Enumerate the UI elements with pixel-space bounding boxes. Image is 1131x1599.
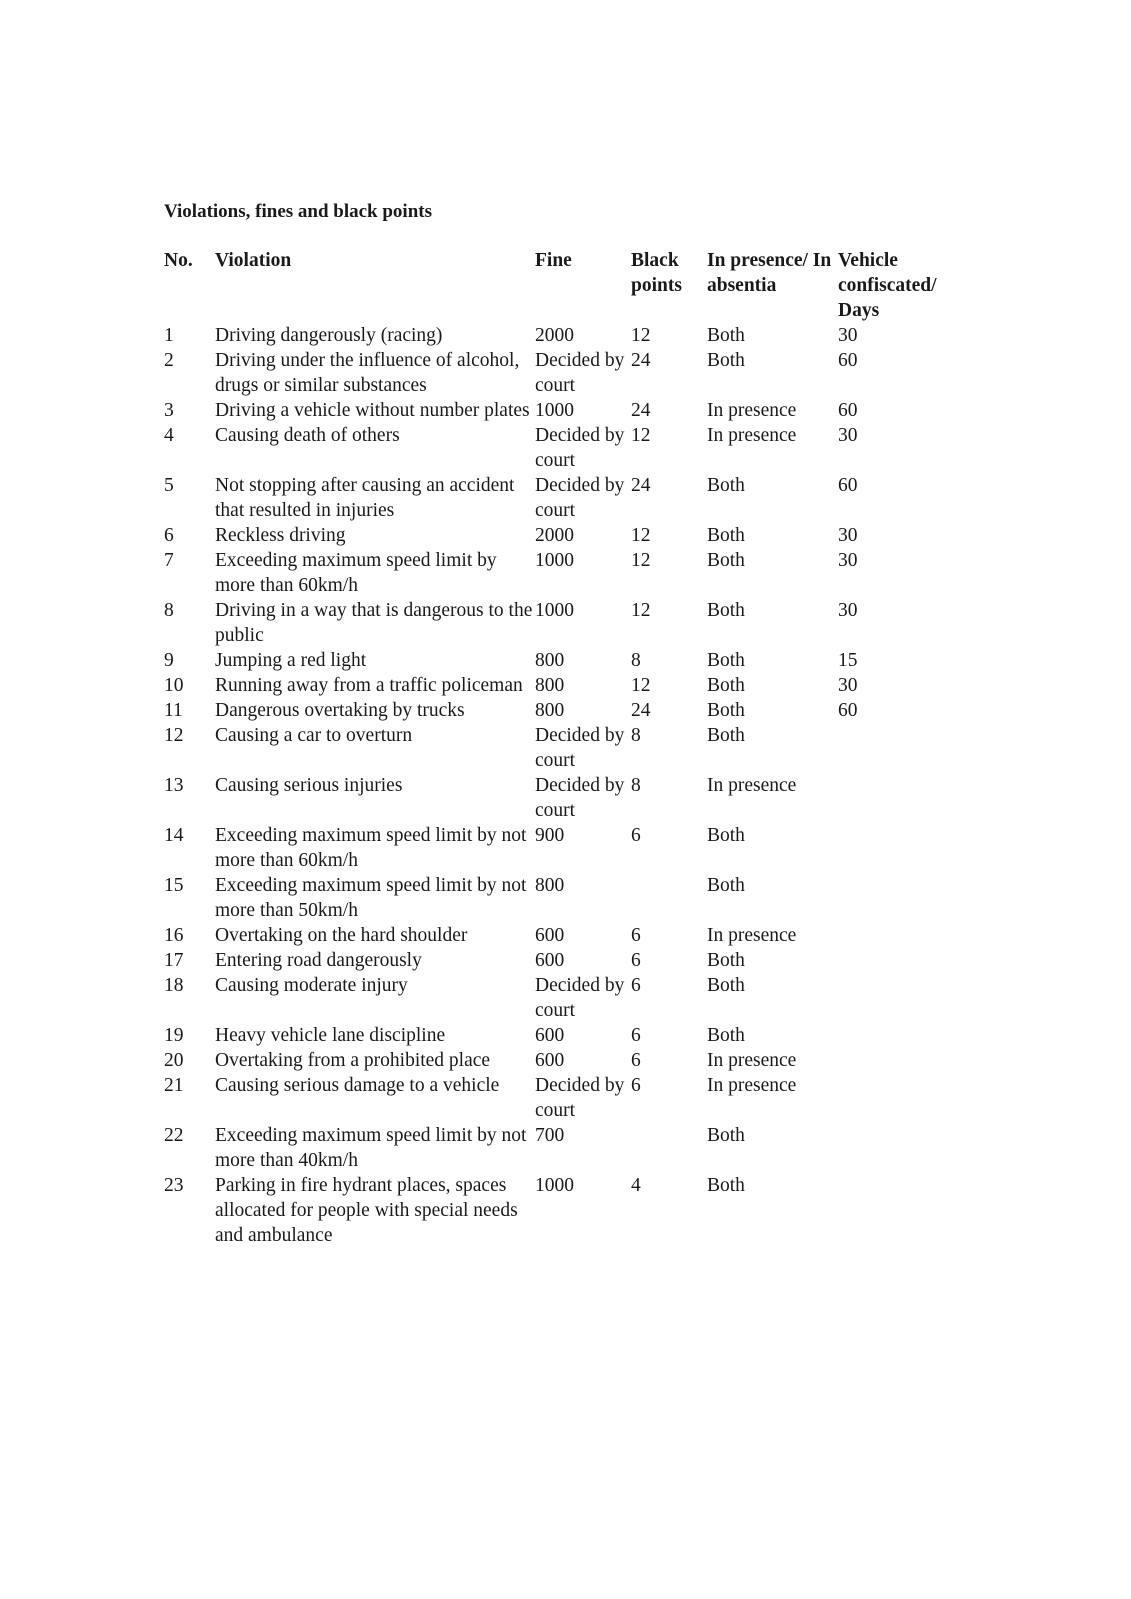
table-row: [164, 598, 958, 648]
cell-violation: Driving dangerously (racing): [215, 325, 443, 346]
table-row: [164, 523, 958, 548]
cell-no: 16: [164, 925, 184, 946]
cell-fine: Decided by court: [535, 775, 625, 821]
cell-confiscated-days: 30: [838, 550, 858, 571]
cell-fine: 800: [535, 650, 565, 671]
cell-fine: Decided by court: [535, 725, 625, 771]
cell-no: 12: [164, 725, 184, 746]
cell-confiscated-days: 30: [838, 425, 858, 446]
cell-violation: Driving a vehicle without number plates: [215, 400, 530, 421]
table-row: [164, 1073, 958, 1123]
cell-confiscated-days: [838, 1023, 958, 1048]
cell-no: 20: [164, 1050, 184, 1071]
cell-black-points: 8: [631, 725, 641, 746]
cell-fine: 600: [535, 925, 565, 946]
cell-presence: Both: [707, 875, 745, 896]
cell-confiscated-days: 30: [838, 675, 858, 696]
cell-no: 23: [164, 1175, 184, 1196]
cell-no: 17: [164, 950, 184, 971]
cell-no: 2: [164, 350, 174, 371]
cell-presence: Both: [707, 350, 745, 371]
table-row: [164, 873, 958, 923]
header-no: No.: [164, 250, 193, 271]
cell-confiscated-days: [838, 1123, 958, 1173]
cell-no: 22: [164, 1125, 184, 1146]
header-presence: In presence/ In absentia: [707, 250, 832, 296]
cell-no: 8: [164, 600, 174, 621]
cell-violation: Not stopping after causing an accident that resulted in injuries: [215, 475, 515, 521]
cell-fine: 1000: [535, 1175, 574, 1196]
table-row: [164, 1123, 958, 1173]
cell-violation: Overtaking on the hard shoulder: [215, 925, 468, 946]
cell-presence: Both: [707, 1025, 745, 1046]
cell-confiscated-days: [838, 873, 958, 923]
cell-confiscated-days: [838, 1173, 958, 1248]
cell-no: 6: [164, 525, 174, 546]
cell-violation: Driving under the influence of alcohol, drugs or similar substances: [215, 350, 520, 396]
table-row: [164, 1023, 958, 1048]
cell-no: 1: [164, 325, 174, 346]
cell-presence: Both: [707, 525, 745, 546]
cell-black-points: [631, 873, 707, 923]
table-row: [164, 548, 958, 598]
cell-presence: In presence: [707, 425, 797, 446]
cell-black-points: 8: [631, 775, 641, 796]
cell-fine: 900: [535, 825, 565, 846]
table-row: [164, 923, 958, 948]
table-row: [164, 648, 958, 673]
cell-violation: Causing serious injuries: [215, 775, 403, 796]
cell-violation: Jumping a red light: [215, 650, 367, 671]
cell-black-points: 12: [631, 600, 651, 621]
cell-presence: Both: [707, 650, 745, 671]
cell-no: 5: [164, 475, 174, 496]
cell-no: 14: [164, 825, 184, 846]
cell-fine: 800: [535, 700, 565, 721]
cell-violation: Overtaking from a prohibited place: [215, 1050, 491, 1071]
table-row: [164, 323, 958, 348]
cell-confiscated-days: 60: [838, 700, 858, 721]
cell-violation: Causing serious damage to a vehicle: [215, 1075, 500, 1096]
cell-confiscated-days: [838, 923, 958, 948]
cell-confiscated-days: [838, 973, 958, 1023]
cell-confiscated-days: 30: [838, 325, 858, 346]
cell-confiscated-days: 30: [838, 525, 858, 546]
cell-presence: Both: [707, 725, 745, 746]
cell-violation: Heavy vehicle lane discipline: [215, 1025, 446, 1046]
cell-confiscated-days: 15: [838, 650, 858, 671]
table-row: [164, 473, 958, 523]
table-row: [164, 348, 958, 398]
table-row: [164, 723, 958, 773]
cell-presence: Both: [707, 675, 745, 696]
table-row: [164, 398, 958, 423]
cell-violation: Exceeding maximum speed limit by not more than 60km/h: [215, 825, 527, 871]
cell-violation: Entering road dangerously: [215, 950, 422, 971]
cell-presence: In presence: [707, 1050, 797, 1071]
cell-no: 18: [164, 975, 184, 996]
cell-presence: Both: [707, 550, 745, 571]
cell-black-points: 6: [631, 1050, 641, 1071]
cell-violation: Reckless driving: [215, 525, 346, 546]
table-row: [164, 673, 958, 698]
cell-fine: 600: [535, 950, 565, 971]
table-header: [164, 248, 958, 323]
cell-fine: 600: [535, 1050, 565, 1071]
cell-no: 4: [164, 425, 174, 446]
cell-fine: 1000: [535, 600, 574, 621]
cell-violation: Driving in a way that is dangerous to the public: [215, 600, 533, 646]
violations-table: [164, 248, 958, 1248]
cell-violation: Causing a car to overturn: [215, 725, 413, 746]
cell-black-points: 8: [631, 650, 641, 671]
cell-no: 10: [164, 675, 184, 696]
cell-no: 9: [164, 650, 174, 671]
cell-fine: 600: [535, 1025, 565, 1046]
table-row: [164, 973, 958, 1023]
header-confiscated-days: Vehicle confiscated/ Days: [838, 250, 937, 321]
table-row: [164, 698, 958, 723]
table-row: [164, 1173, 958, 1248]
cell-confiscated-days: 30: [838, 600, 858, 621]
cell-presence: In presence: [707, 400, 797, 421]
cell-confiscated-days: [838, 948, 958, 973]
cell-black-points: 4: [631, 1175, 641, 1196]
cell-fine: Decided by court: [535, 475, 625, 521]
cell-black-points: 6: [631, 1075, 641, 1096]
cell-black-points: 6: [631, 975, 641, 996]
table-row: [164, 773, 958, 823]
cell-presence: Both: [707, 475, 745, 496]
cell-black-points: 24: [631, 400, 651, 421]
cell-confiscated-days: [838, 1073, 958, 1123]
cell-no: 11: [164, 700, 183, 721]
cell-black-points: 12: [631, 675, 651, 696]
page-title: Violations, fines and black points: [164, 201, 433, 222]
cell-violation: Dangerous overtaking by trucks: [215, 700, 465, 721]
cell-presence: Both: [707, 975, 745, 996]
table-row: [164, 948, 958, 973]
cell-presence: Both: [707, 325, 745, 346]
cell-fine: Decided by court: [535, 975, 625, 1021]
cell-black-points: 24: [631, 700, 651, 721]
cell-no: 19: [164, 1025, 184, 1046]
cell-no: 3: [164, 400, 174, 421]
cell-violation: Exceeding maximum speed limit by more than 60km/h: [215, 550, 497, 596]
cell-confiscated-days: 60: [838, 350, 858, 371]
cell-violation: Running away from a traffic policeman: [215, 675, 523, 696]
cell-confiscated-days: [838, 773, 958, 823]
cell-presence: Both: [707, 1175, 745, 1196]
cell-violation: Causing death of others: [215, 425, 400, 446]
cell-presence: In presence: [707, 925, 797, 946]
table-row: [164, 423, 958, 473]
cell-presence: In presence: [707, 1075, 797, 1096]
table-row: [164, 1048, 958, 1073]
table-row: [164, 823, 958, 873]
cell-fine: 2000: [535, 525, 574, 546]
header-black-points: Black points: [631, 250, 682, 296]
cell-confiscated-days: [838, 723, 958, 773]
cell-black-points: 12: [631, 525, 651, 546]
cell-presence: Both: [707, 1125, 745, 1146]
cell-black-points: 12: [631, 550, 651, 571]
cell-fine: Decided by court: [535, 350, 625, 396]
cell-no: 21: [164, 1075, 184, 1096]
cell-confiscated-days: 60: [838, 400, 858, 421]
cell-fine: 1000: [535, 400, 574, 421]
cell-fine: Decided by court: [535, 1075, 625, 1121]
cell-violation: Causing moderate injury: [215, 975, 408, 996]
cell-fine: 700: [535, 1125, 565, 1146]
cell-no: 15: [164, 875, 184, 896]
cell-presence: Both: [707, 700, 745, 721]
cell-black-points: 6: [631, 1025, 641, 1046]
cell-presence: In presence: [707, 775, 797, 796]
cell-black-points: 6: [631, 950, 641, 971]
cell-fine: 800: [535, 675, 565, 696]
cell-fine: 800: [535, 875, 565, 896]
cell-violation: Parking in fire hydrant places, spaces allocated for people with special needs and ambulance: [215, 1175, 518, 1246]
cell-presence: Both: [707, 825, 745, 846]
table-body: [164, 323, 958, 1248]
header-fine: Fine: [535, 250, 572, 271]
cell-black-points: 12: [631, 425, 651, 446]
cell-fine: 2000: [535, 325, 574, 346]
cell-presence: Both: [707, 600, 745, 621]
cell-black-points: 12: [631, 325, 651, 346]
cell-black-points: [631, 1123, 707, 1173]
cell-no: 13: [164, 775, 184, 796]
cell-confiscated-days: 60: [838, 475, 858, 496]
cell-black-points: 24: [631, 475, 651, 496]
header-violation: Violation: [215, 250, 292, 271]
cell-confiscated-days: [838, 823, 958, 873]
cell-fine: Decided by court: [535, 425, 625, 471]
cell-confiscated-days: [838, 1048, 958, 1073]
cell-violation: Exceeding maximum speed limit by not more than 40km/h: [215, 1125, 527, 1171]
cell-black-points: 6: [631, 825, 641, 846]
header-row: [164, 248, 958, 323]
cell-fine: 1000: [535, 550, 574, 571]
cell-violation: Exceeding maximum speed limit by not more than 50km/h: [215, 875, 527, 921]
cell-no: 7: [164, 550, 174, 571]
cell-black-points: 6: [631, 925, 641, 946]
cell-presence: Both: [707, 950, 745, 971]
cell-black-points: 24: [631, 350, 651, 371]
